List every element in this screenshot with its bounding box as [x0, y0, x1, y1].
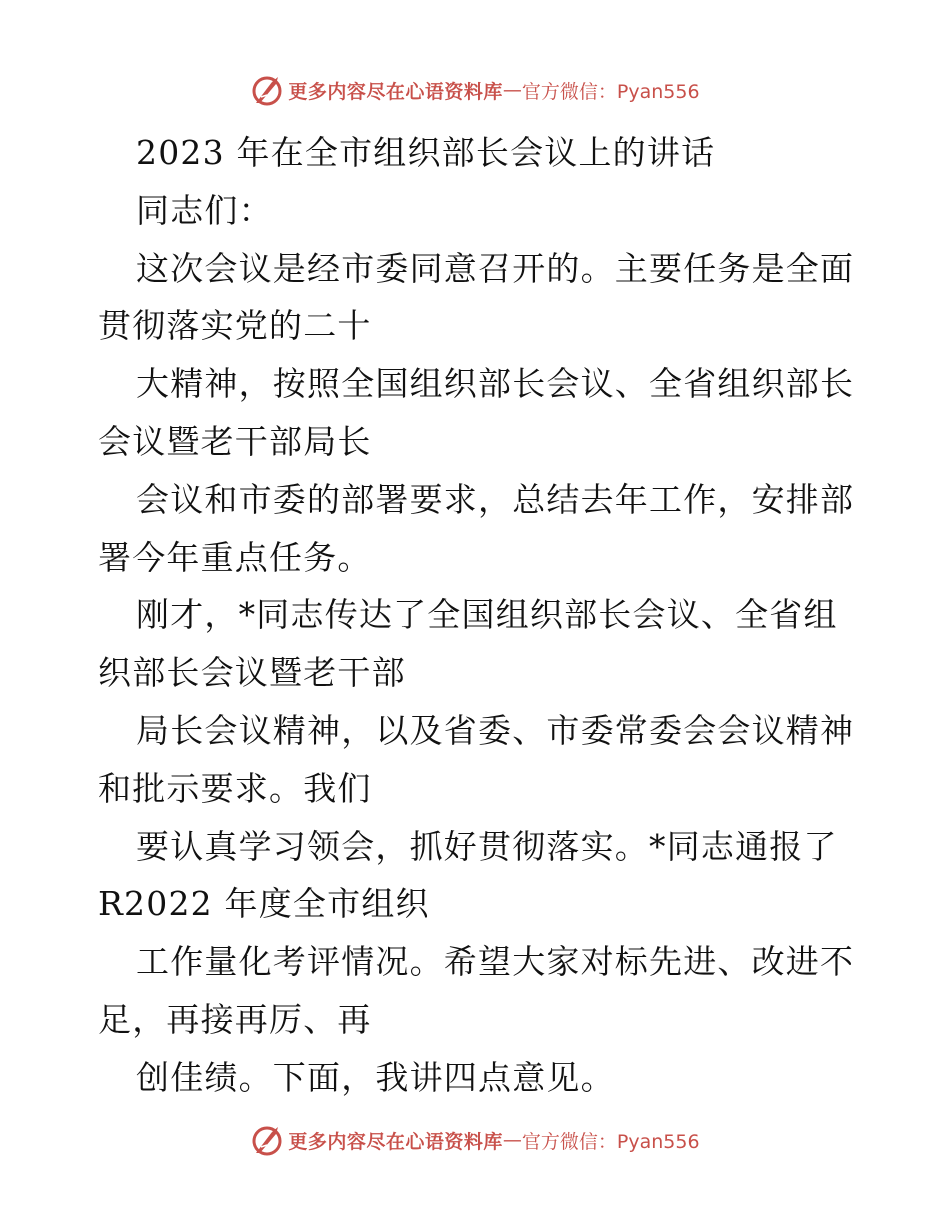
paragraph-line: 大精神，按照全国组织部长会议、全省组织部长 — [136, 364, 855, 404]
banner-separator: — — [502, 79, 522, 101]
banner-wechat-text: 官方微信：Pyan556 — [521, 1130, 700, 1153]
footer-banner — [0, 1120, 950, 1160]
banner-brand-text: 更多内容尽在心语资料库 — [288, 80, 503, 103]
banner-separator: — — [502, 1129, 522, 1151]
quill-pen-logo-icon — [250, 1123, 284, 1157]
quill-pen-logo-icon — [250, 73, 284, 107]
paragraph-line: 创佳绩。下面，我讲四点意见。 — [136, 1057, 615, 1097]
paragraph-line: 署今年重点任务。 — [98, 537, 372, 577]
salutation: 同志们： — [136, 190, 273, 230]
paragraph-line: 贯彻落实党的二十 — [98, 306, 372, 346]
document-title: 2023 年在全市组织部长会议上的讲话 — [136, 133, 716, 172]
paragraph-line: 这次会议是经市委同意召开的。主要任务是全面 — [136, 248, 855, 288]
banner-brand-text: 更多内容尽在心语资料库 — [288, 1130, 503, 1153]
paragraph-line: 足，再接再厉、再 — [98, 999, 372, 1039]
banner-wechat-text: 官方微信：Pyan556 — [521, 80, 700, 103]
paragraph-line: 工作量化考评情况。希望大家对标先进、改进不 — [136, 942, 855, 982]
paragraph-line: 会议和市委的部署要求，总结去年工作，安排部 — [136, 479, 855, 519]
paragraph-line: 和批示要求。我们 — [98, 768, 372, 808]
paragraph-line: R2022 年度全市组织 — [98, 884, 430, 924]
paragraph-line: 局长会议精神，以及省委、市委常委会会议精神 — [136, 710, 855, 750]
paragraph-line: 织部长会议暨老干部 — [98, 653, 406, 693]
paragraph-line: 刚才，*同志传达了全国组织部长会议、全省组 — [136, 595, 838, 635]
paragraph-line: 会议暨老干部局长 — [98, 421, 372, 461]
document-body — [98, 124, 858, 1107]
header-banner — [0, 70, 950, 110]
paragraph-line: 要认真学习领会，抓好贯彻落实。*同志通报了 — [136, 826, 838, 866]
